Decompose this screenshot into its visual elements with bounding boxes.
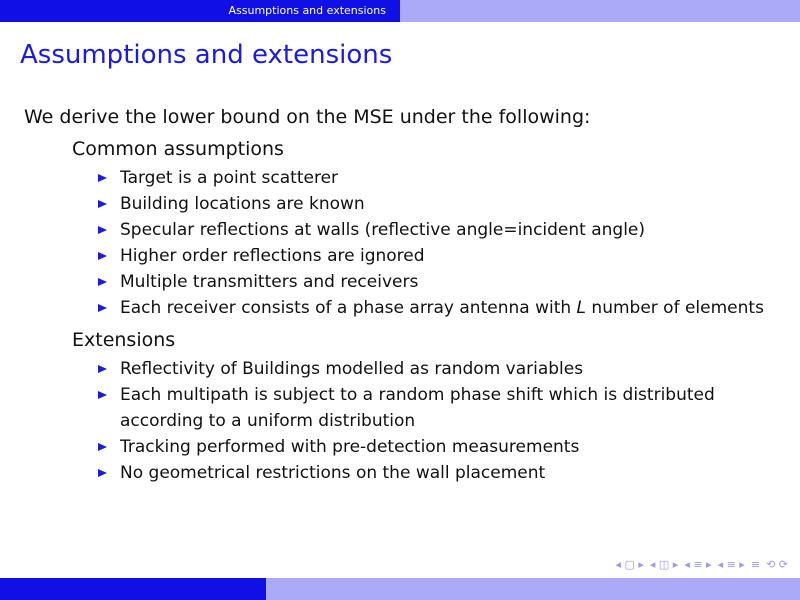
- list-item: [120, 295, 776, 321]
- list-item-text: Higher order reflections are ignored: [120, 246, 425, 266]
- list-item-text: Tracking performed with pre-detection measurements: [120, 437, 580, 457]
- nav-search-icon[interactable]: ⟲ ⟳: [766, 558, 788, 571]
- frame-title: Assumptions and extensions: [20, 40, 393, 70]
- nav-document-icon[interactable]: ≡: [750, 558, 761, 571]
- slide-content: [24, 104, 776, 486]
- footline-bar-right: [266, 578, 800, 600]
- list-item-text-after: number of elements: [586, 298, 764, 318]
- list-item: [120, 165, 776, 191]
- section-title-extensions: Extensions: [72, 329, 176, 351]
- section-title-assumptions: Common assumptions: [72, 138, 284, 160]
- nav-frame-icon[interactable]: ◂ ◫ ▸: [649, 558, 679, 571]
- list-item: [120, 382, 776, 434]
- extensions-list: [24, 356, 776, 486]
- list-item-symbol: L: [576, 298, 587, 318]
- list-item: [120, 269, 776, 295]
- bullet-arrow-icon: [98, 391, 107, 399]
- bullet-arrow-icon: [98, 278, 107, 286]
- nav-subsection-icon[interactable]: ◂ ≡ ▸: [684, 558, 712, 571]
- list-item: [120, 243, 776, 269]
- nav-section-icon[interactable]: ◂ ≡ ▸: [717, 558, 745, 571]
- bullet-arrow-icon: [98, 365, 107, 373]
- footline-bar: [0, 578, 800, 600]
- bullet-arrow-icon: [98, 443, 107, 451]
- list-item: [120, 191, 776, 217]
- list-item: [120, 217, 776, 243]
- list-item: [120, 356, 776, 382]
- list-item-text: Reflectivity of Buildings modelled as random variables: [120, 359, 584, 379]
- bullet-arrow-icon: [98, 469, 107, 477]
- bullet-arrow-icon: [98, 252, 107, 260]
- nav-slide-icon[interactable]: ◂ ▢ ▸: [615, 558, 644, 571]
- list-item-text: Specular reflections at walls (reflective angle=incident angle): [120, 220, 646, 240]
- bullet-arrow-icon: [98, 174, 107, 182]
- list-item-text: Multiple transmitters and receivers: [120, 272, 419, 292]
- bullet-arrow-icon: [98, 200, 107, 208]
- list-item-text: Target is a point scatterer: [120, 168, 339, 188]
- list-item: [120, 460, 776, 486]
- footline-bar-left: [0, 578, 266, 600]
- navigation-symbols: [615, 557, 788, 573]
- list-item-text: Each multipath is subject to a random phase shift which is distributed according to a uniform distribution: [120, 385, 715, 431]
- list-item: [120, 434, 776, 460]
- assumptions-list: [24, 165, 776, 321]
- headline-section-label[interactable]: Assumptions and extensions: [0, 0, 400, 22]
- intro-text: We derive the lower bound on the MSE under the following:: [24, 106, 591, 128]
- bullet-arrow-icon: [98, 304, 107, 312]
- list-item-text: No geometrical restrictions on the wall placement: [120, 463, 546, 483]
- list-item-text: Building locations are known: [120, 194, 365, 214]
- headline-bar: [0, 0, 800, 22]
- headline-bar-right: [400, 0, 800, 22]
- bullet-arrow-icon: [98, 226, 107, 234]
- list-item-text-before: Each receiver consists of a phase array antenna with: [120, 298, 577, 318]
